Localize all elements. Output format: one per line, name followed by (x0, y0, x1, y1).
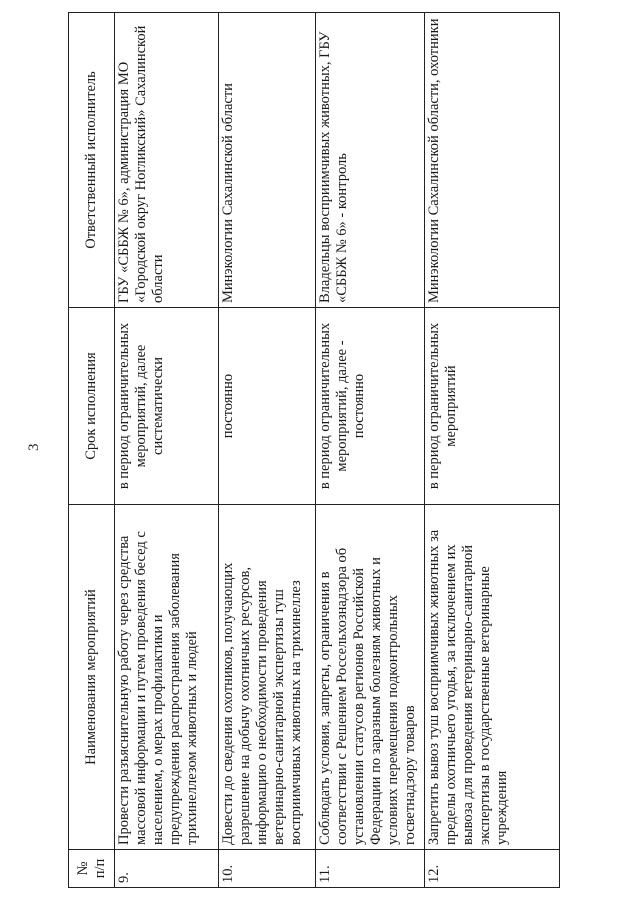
row-responsible: Минэкологии Сахалинской области, охотники (424, 13, 559, 308)
header-term: Срок исполнения (69, 308, 115, 505)
rotated-table-wrapper (68, 13, 560, 888)
row-num: 12. (424, 850, 559, 888)
table-row (115, 13, 219, 888)
row-term: постоянно (219, 308, 316, 505)
row-responsible: ГБУ «СББЖ № 6», администрация МО «Городской округ Ногликский» Сахалинской области (115, 13, 219, 308)
row-responsible: Владельцы восприимчивых животных, ГБУ «СББЖ № 6» - контроль (316, 13, 424, 308)
row-num: 9. (115, 850, 219, 888)
header-num: № п/п (69, 850, 115, 888)
measures-table (68, 12, 560, 888)
row-term: в период ограничительных мероприятий, далее систематически (115, 308, 219, 505)
row-name: Провести разъяснительную работу через средства массовой информации и путем проведения бесед с населением, о мерах профилактики и предупреждения распространения заболевания трихинеллезом животных и людей (115, 505, 219, 850)
header-name: Наименования мероприятий (69, 505, 115, 850)
row-responsible: Минэкологии Сахалинской области (219, 13, 316, 308)
row-num: 10. (219, 850, 316, 888)
header-responsible: Ответственный исполнитель (69, 13, 115, 308)
table-row (424, 13, 559, 888)
row-name: Соблюдать условия, запреты, ограничения в соответствии с Решением Россельхознадзора об установлении статусов регионов Российской Федерации по заразным болезням животных и условиях перемещения подконтрольных госветнадзору товаров (316, 505, 424, 850)
table-header-row (69, 13, 115, 888)
row-term: в период ограничительных мероприятий, далее - постоянно (316, 308, 424, 505)
page-number: 3 (26, 443, 42, 451)
row-term: в период ограничительных мероприятий (424, 308, 559, 505)
row-name: Довести до сведения охотников, получающих разрешение на добычу охотничьих ресурсов, информацию о необходимости проведения ветеринарно-санитарной экспертизы туш восприимчивых животных на трихинеллез (219, 505, 316, 850)
table-row (219, 13, 316, 888)
row-name: Запретить вывоз туш восприимчивых животных за пределы охотничьего угодья, за исключением их вывоза для проведения ветеринарно-санитарной экспертизы в государственные ветеринарные учреждения (424, 505, 559, 850)
table-row (316, 13, 424, 888)
row-num: 11. (316, 850, 424, 888)
